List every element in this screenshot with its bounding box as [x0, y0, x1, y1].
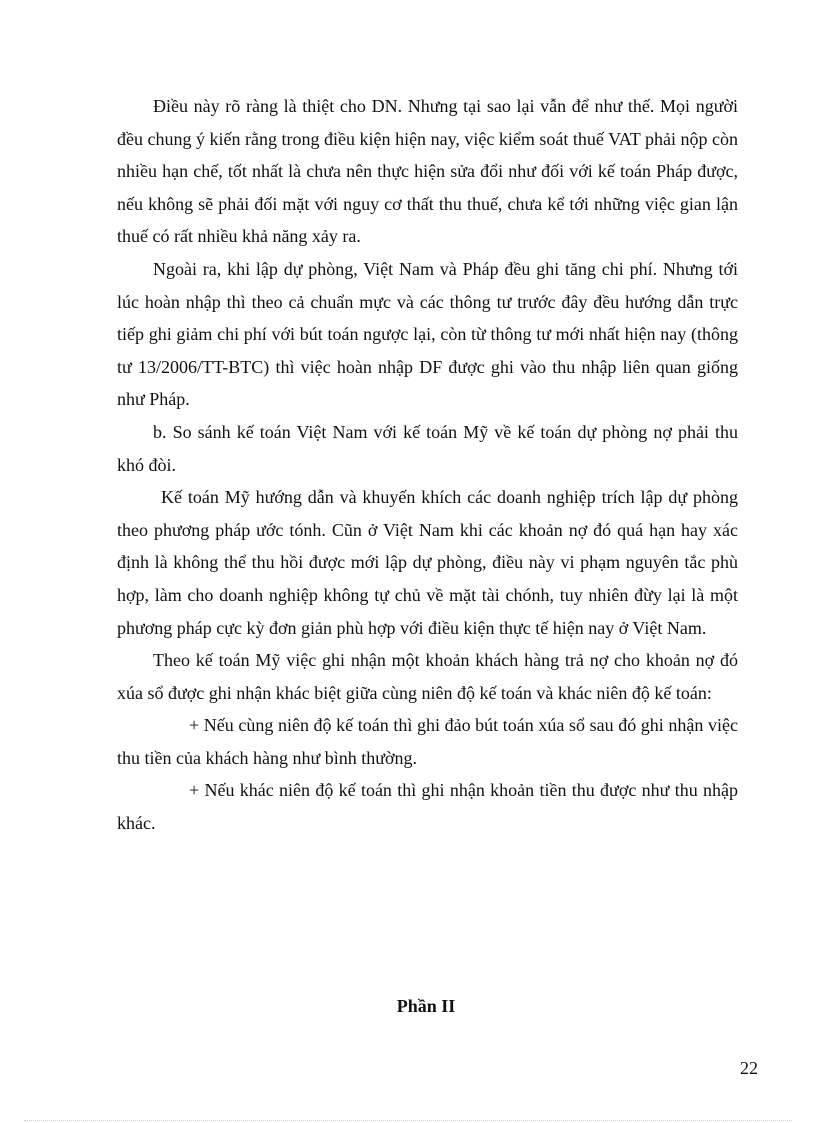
page-bottom-divider [24, 1120, 792, 1121]
bullet-same-period: + Nếu cùng niên độ kế toán thì ghi đảo bút toán xúa sổ sau đó ghi nhận việc thu tiền của khách hàng như bình thường. [117, 715, 738, 768]
section-heading-b: b. So sánh kế toán Việt Nam với kế toán Mỹ về kế toán dự phòng nợ phải thu khó đòi. [117, 421, 738, 475]
paragraph-vat-control: Điều này rõ ràng là thiệt cho DN. Nhưng tại sao lại vẫn để như thế. Mọi người đều chung ý kiến rằng trong điều kiện hiện nay, việc kiểm soát thuế VAT phải nộp còn nhiều hạn chế, tốt nhất là chưa nên thực hiện sửa đổi như đối với kế toán Pháp được, nếu không sẽ phải đối mặt với nguy cơ thất thu thuế, chưa kể tới những việc gian lận thuế có rất nhiều khả năng xảy ra. [117, 96, 738, 247]
page-number: 22 [740, 1058, 758, 1078]
body-text [117, 90, 738, 840]
part-heading: Phần II [396, 996, 456, 1016]
paragraph-us-accounting: Kế toán Mỹ hướng dẫn và khuyến khích các doanh nghiệp trích lập dự phòng theo phương pháp ước tónh. Cũn ở Việt Nam khi các khoản nợ đó quá hạn hay xác định là không thể thu hồi được mới lập dự phòng, điều này vi phạm nguyên tắc phù hợp, làm cho doanh nghiệp không tự chủ về mặt tài chónh, tuy nhiên đừy lại là một phương pháp cực kỳ đơn giản phù hợp với điều kiện thực tế hiện nay ở Việt Nam. [117, 487, 738, 638]
paragraph-provision-reversal: Ngoài ra, khi lập dự phòng, Việt Nam và Pháp đều ghi tăng chi phí. Nhưng tới lúc hoàn nhập thì theo cả chuẩn mực và các thông tư trước đây đều hướng dẫn trực tiếp ghi giảm chi phí với bút toán ngược lại, còn từ thông tư mới nhất hiện nay (thông tư 13/2006/TT-BTC) thì việc hoàn nhập DF được ghi vào thu nhập liên quan giống như Pháp. [117, 258, 738, 410]
bullet-different-period: + Nếu khác niên độ kế toán thì ghi nhận khoản tiền thu được như thu nhập khác. [117, 780, 738, 834]
paragraph-write-off-recovery: Theo kế toán Mỹ việc ghi nhận một khoản khách hàng trả nợ cho khoản nợ đó xúa sổ được ghi nhận khác biệt giữa cùng niên độ kế toán và khác niên độ kế toán: [117, 650, 738, 703]
